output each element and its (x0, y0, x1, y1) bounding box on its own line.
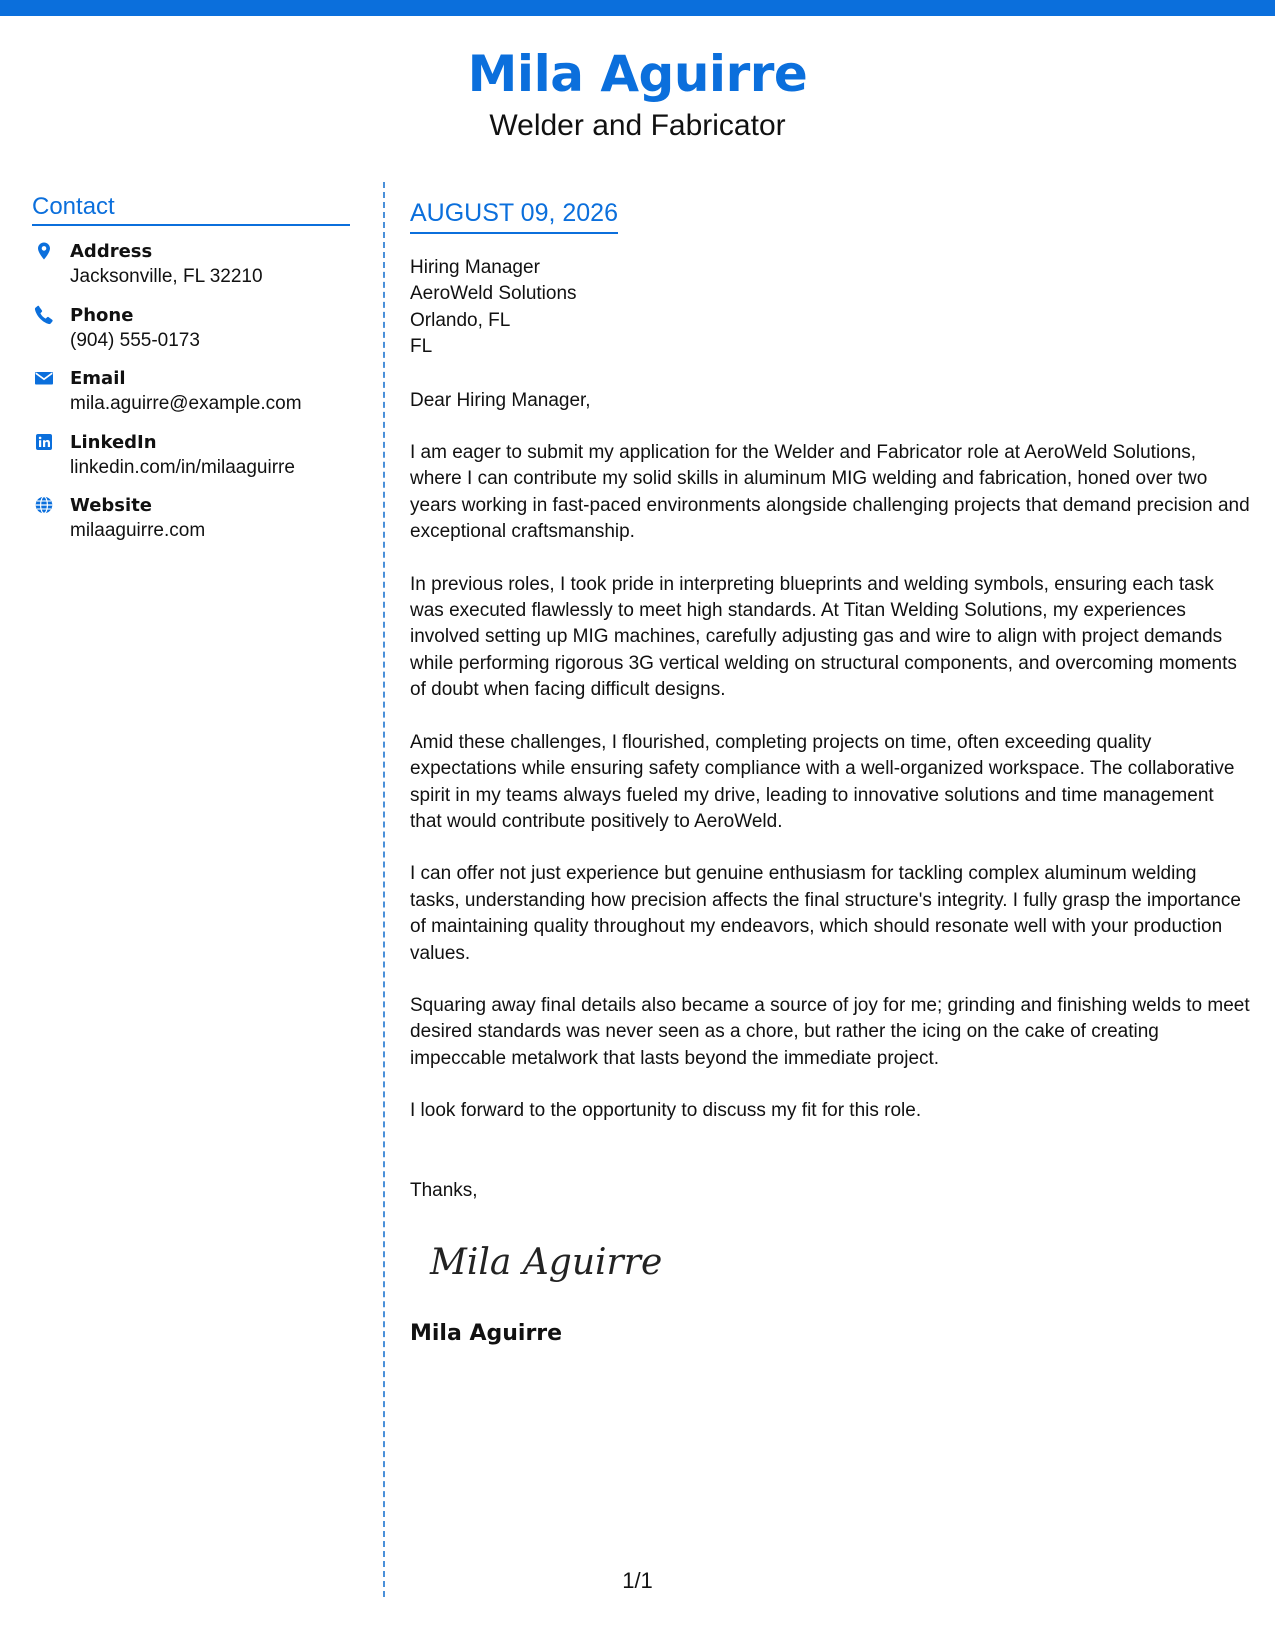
contact-label: Address (70, 241, 153, 262)
body-paragraph: I am eager to submit my application for the Welder and Fabricator role at AeroWeld Solutions, where I can contribute my solid skills in aluminum MIG welding and fabrication, honed over two years working in fast-paced environments alongside challenging projects that demand precision and exceptional craftsmanship. (410, 442, 1250, 543)
contact-sidebar (32, 193, 350, 558)
globe-icon (34, 495, 54, 515)
contact-label: LinkedIn (70, 431, 157, 453)
recipient-line: AeroWeld Solutions (410, 283, 577, 305)
top-accent-bar (0, 0, 1275, 16)
contact-label: Website (70, 495, 153, 516)
signature-text: Mila Aguirre (430, 1241, 663, 1283)
contact-heading: Contact (32, 193, 350, 226)
signer-name: Mila Aguirre (410, 1321, 563, 1347)
body-paragraph: In previous roles, I took pride in interpreting blueprints and welding symbols, ensuring each task was executed flawlessly to meet high standards. At Titan Welding Solutions, my experiences involved setting up MIG machines, carefully adjusting gas and wire to align with project demands while performing rigorous 3G vertical welding on structural components, and overcoming moments of doubt when facing difficult designs. (410, 573, 1237, 701)
greeting: Dear Hiring Manager, (410, 389, 591, 411)
contact-item-linkedin (32, 431, 350, 495)
letter-body (410, 196, 1250, 1348)
contact-value: (904) 555-0173 (70, 329, 200, 351)
closing: Thanks, (410, 1179, 478, 1201)
body-paragraph: Amid these challenges, I flourished, completing projects on time, often exceeding quality expectations while ensuring safety compliance with a well-organized workspace. The collaborative spirit in my teams always fueled my drive, leading to innovative solutions and time management that would contribute positively to AeroWeld. (410, 731, 1235, 832)
contact-item-phone (32, 304, 350, 368)
contact-value: Jacksonville, FL 32210 (70, 266, 263, 287)
page-number: 1/1 (622, 1568, 653, 1593)
recipient-line: Hiring Manager (410, 257, 540, 278)
linkedin-icon (34, 432, 54, 452)
contact-item-email (32, 367, 350, 431)
column-divider (383, 182, 385, 1597)
applicant-title: Welder and Fabricator (489, 109, 786, 142)
contact-item-website (32, 494, 350, 558)
handwritten-signature (426, 1230, 686, 1290)
body-paragraph: I can offer not just experience but genuine enthusiasm for tackling complex aluminum welding tasks, understanding how precision affects the final structure's integrity. I fully grasp the importance of maintaining quality throughout my endeavors, which should resonate well with your production values. (410, 863, 1241, 964)
applicant-name: Mila Aguirre (467, 45, 808, 103)
body-paragraph: Squaring away final details also became a source of joy for me; grinding and finishing welds to meet desired standards was never seen as a chore, but rather the icing on the cake of creating impeccable metalwork that lasts beyond the immediate project. (410, 994, 1250, 1069)
body-paragraph: I look forward to the opportunity to discuss my fit for this role. (410, 1100, 922, 1122)
phone-icon (34, 305, 54, 325)
email-icon (34, 368, 54, 388)
letter-date: AUGUST 09, 2026 (410, 196, 618, 234)
recipient-line: Orlando, FL (410, 309, 511, 331)
contact-item-address (32, 240, 350, 304)
contact-value: linkedin.com/in/milaaguirre (70, 456, 295, 478)
contact-label: Phone (70, 304, 134, 326)
recipient-block (410, 255, 1250, 361)
resume-header (0, 40, 1275, 144)
contact-value: milaaguirre.com (70, 520, 206, 541)
recipient-line: FL (410, 336, 433, 358)
location-pin-icon (34, 241, 54, 261)
contact-list (32, 240, 350, 558)
contact-label: Email (70, 368, 126, 389)
contact-value: mila.aguirre@example.com (70, 393, 302, 414)
